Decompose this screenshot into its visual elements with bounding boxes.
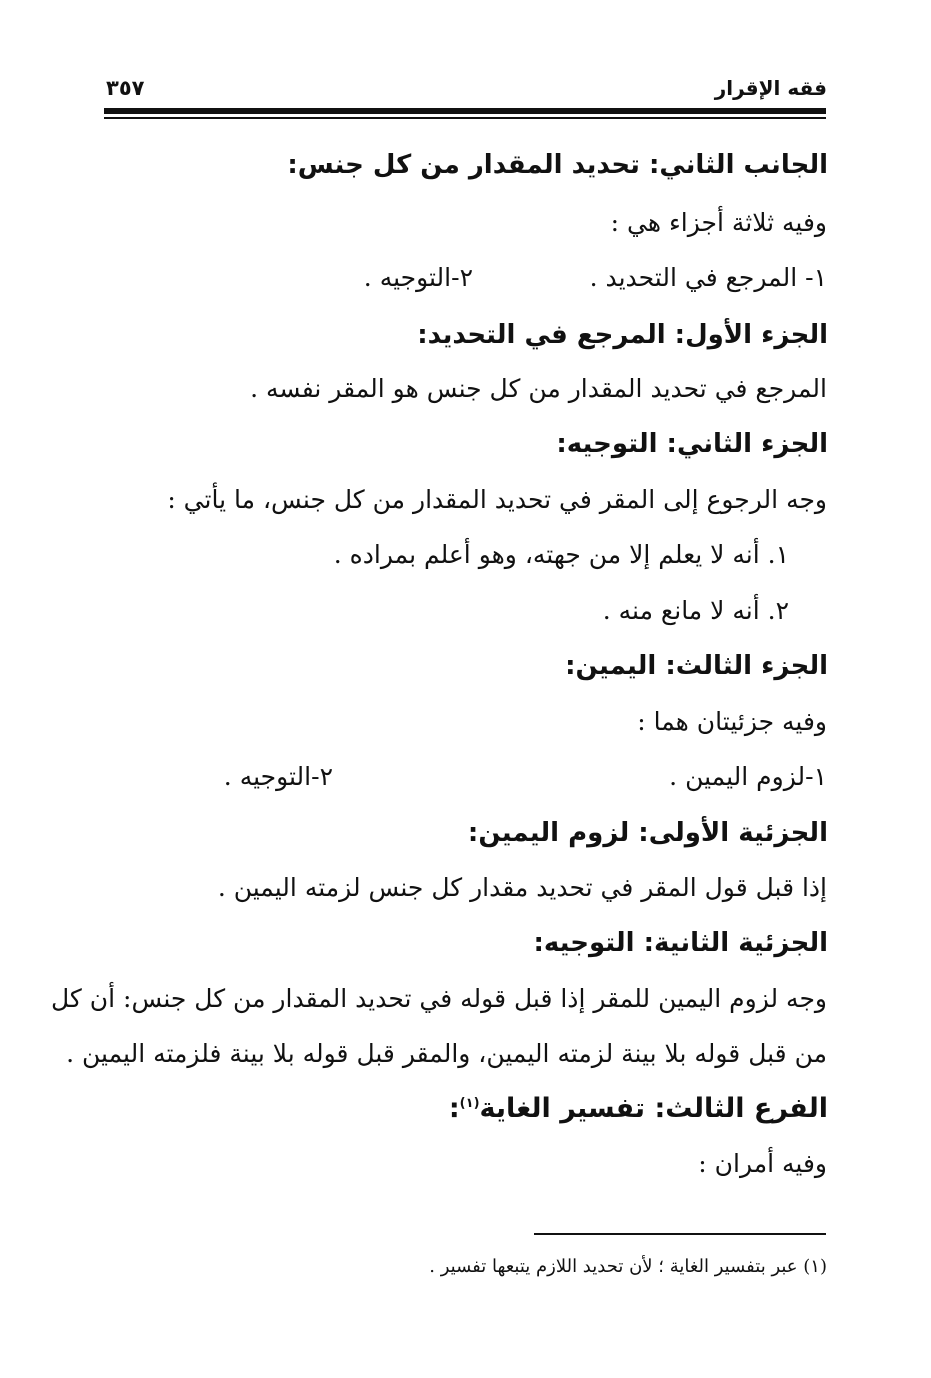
heading-part-one: الجزء الأول: المرجع في التحديد: <box>417 320 828 350</box>
heading-part-three: الجزء الثالث: اليمين: <box>565 651 828 681</box>
heading-third-branch <box>449 1095 828 1122</box>
header-rule-thin <box>104 117 826 119</box>
footnote-marker: (١) <box>459 1096 480 1111</box>
numbered-item-1: ١. أنه لا يعلم إلا من جهته، وهو أعلم بمراده . <box>333 540 789 569</box>
paragraph-three-parts: وفيه ثلاثة أجزاء هي : <box>610 208 827 237</box>
list-item-reference: ١- المرجع في التحديد . <box>589 263 827 292</box>
header-rule-thick <box>104 108 826 114</box>
footnote-text: (١) عبر بتفسير الغاية ؛ لأن تحديد اللازم يتبعها تفسير . <box>429 1256 827 1277</box>
footnote-rule <box>534 1233 826 1235</box>
paragraph-oath-justification-line1: وجه لزوم اليمين للمقر إذا قبل قوله في تحديد المقدار من كل جنس: أن كل <box>51 984 827 1013</box>
heading-part-two: الجزء الثاني: التوجيه: <box>556 429 828 459</box>
paragraph-reference: المرجع في تحديد المقدار من كل جنس هو المقر نفسه . <box>250 374 827 403</box>
heading-third-branch-colon: : <box>448 1093 460 1124</box>
list-item-oath: ١-لزوم اليمين . <box>669 762 827 791</box>
heading-third-branch-text: الفرع الثالث: تفسير الغاية <box>479 1093 828 1124</box>
heading-subpart-two: الجزئية الثانية: التوجيه: <box>533 928 828 958</box>
paragraph-two-subparts: وفيه جزئيتان هما : <box>637 707 827 736</box>
running-header-title: فقه الإقرار <box>714 76 827 100</box>
paragraph-oath-justification-line2: من قبل قوله بلا بينة لزمته اليمين، والمقر قبل قوله بلا بينة فلزمته اليمين . <box>66 1039 827 1068</box>
paragraph-oath: إذا قبل قول المقر في تحديد مقدار كل جنس لزمته اليمين . <box>217 873 827 902</box>
page-number: ٣٥٧ <box>106 76 145 100</box>
list-item-justification-2: ٢-التوجيه . <box>223 762 333 791</box>
list-item-justification: ٢-التوجيه . <box>363 263 473 292</box>
section-heading-second-aspect: الجانب الثاني: تحديد المقدار من كل جنس: <box>287 150 828 180</box>
numbered-item-2: ٢. أنه لا مانع منه . <box>602 596 789 625</box>
paragraph-justification-intro: وجه الرجوع إلى المقر في تحديد المقدار من كل جنس، ما يأتي : <box>167 485 827 514</box>
heading-subpart-one: الجزئية الأولى: لزوم اليمين: <box>467 818 828 848</box>
paragraph-two-matters: وفيه أمران : <box>698 1149 827 1178</box>
